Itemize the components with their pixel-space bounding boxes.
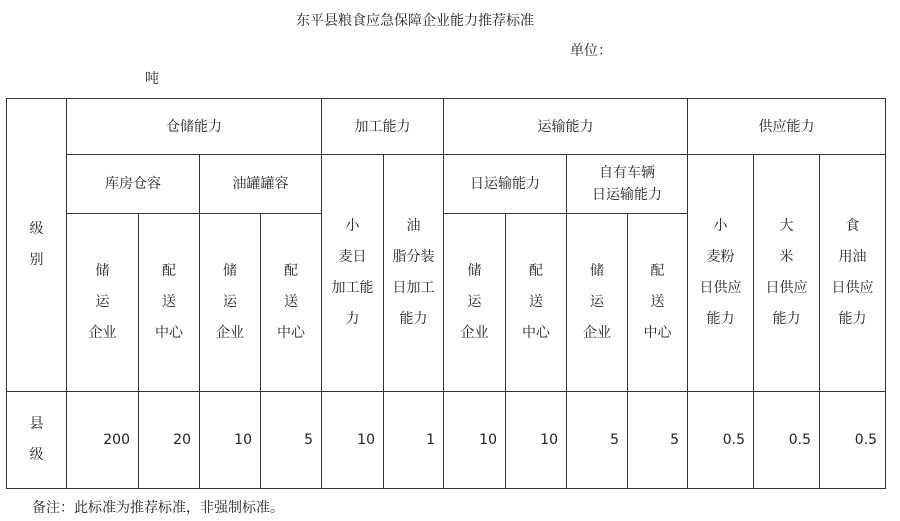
leaf-header: 配 送 中心	[260, 213, 322, 392]
leaf-header: 储 运 企业	[443, 213, 506, 392]
unit-label: 单位：	[570, 43, 612, 59]
subheader-oil-tank: 油罐罐容	[199, 154, 322, 214]
leaf-header: 储 运 企业	[199, 213, 261, 392]
table-cell: 10	[505, 391, 567, 489]
leaf-header: 配 送 中心	[138, 213, 200, 392]
subheader-warehouse: 库房仓容	[66, 154, 200, 214]
header-processing: 加工能力	[321, 98, 444, 155]
header-transport: 运输能力	[443, 98, 688, 155]
leaf-header: 食 用油 日供应 能力	[819, 154, 886, 392]
document-title: 东平县粮食应急保障企业能力推荐标准	[296, 13, 534, 29]
row-level-county: 县 级	[6, 391, 67, 489]
unit-value: 吨	[145, 71, 159, 87]
leaf-header: 小 麦日 加工能 力	[321, 154, 384, 392]
leaf-header: 大 米 日供应 能力	[753, 154, 820, 392]
table-cell: 10	[321, 391, 384, 489]
leaf-header: 小 麦粉 日供应 能力	[687, 154, 754, 392]
leaf-header: 配 送 中心	[627, 213, 688, 392]
leaf-header: 储 运 企业	[566, 213, 628, 392]
table-cell: 0.5	[753, 391, 820, 489]
table-cell: 20	[138, 391, 200, 489]
table-cell: 5	[566, 391, 628, 489]
footnote: 备注：此标准为推荐标准，非强制标准。	[32, 500, 284, 516]
table-cell: 200	[66, 391, 139, 489]
leaf-header: 配 送 中心	[505, 213, 567, 392]
table-cell: 0.5	[687, 391, 754, 489]
leaf-header: 油 脂分装 日加工 能力	[383, 154, 444, 392]
table-cell: 10	[443, 391, 506, 489]
table-cell: 5	[627, 391, 688, 489]
subheader-own-vehicle-transport: 自有车辆 日运输能力	[566, 154, 688, 214]
leaf-header: 储 运 企业	[66, 213, 139, 392]
header-level: 级 别	[6, 98, 67, 392]
table-cell: 0.5	[819, 391, 886, 489]
table-cell: 5	[260, 391, 322, 489]
table-cell: 1	[383, 391, 444, 489]
header-supply: 供应能力	[687, 98, 886, 155]
header-storage: 仓储能力	[66, 98, 322, 155]
subheader-daily-transport: 日运输能力	[443, 154, 567, 214]
table-cell: 10	[199, 391, 261, 489]
